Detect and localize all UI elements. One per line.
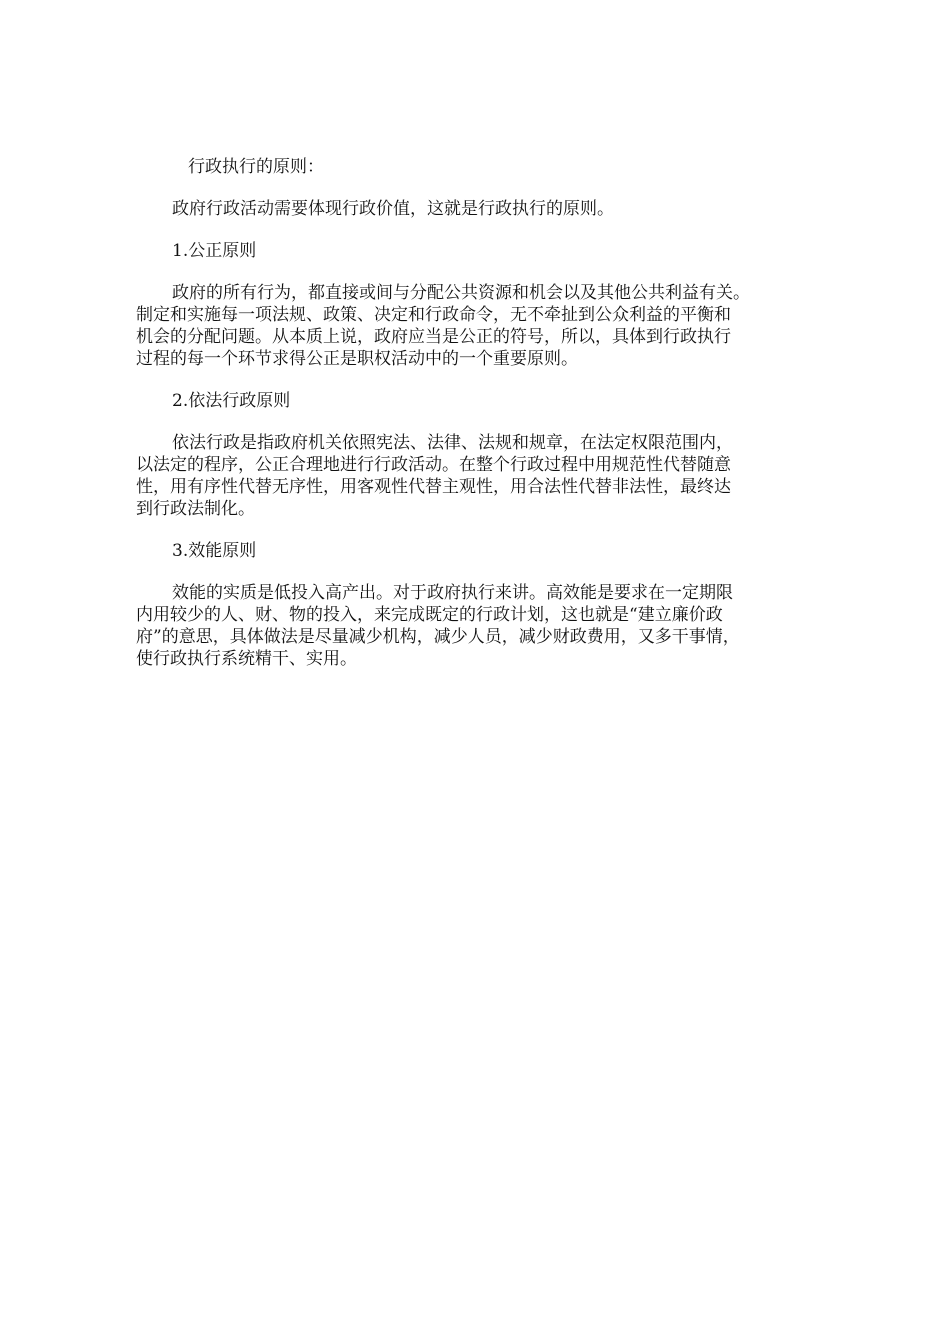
document-body [136,150,836,670]
paragraph-line: 府”的意思，具体做法是尽量减少机构，减少人员，减少财政费用，又多干事情， [136,627,740,647]
paragraph-line: 以法定的程序，公正合理地进行行政活动。在整个行政过程中用规范性代替随意 [136,455,731,475]
paragraph-line: 到行政法制化。 [136,499,255,519]
paragraph-line: 政府的所有行为，都直接或间与分配公共资源和机会以及其他公共利益有关。 [172,283,750,303]
document-title: 行政执行的原则： [188,157,324,177]
paragraph-line: 机会的分配问题。从本质上说，政府应当是公正的符号，所以，具体到行政执行 [136,327,731,347]
paragraph-line: 过程的每一个环节求得公正是职权活动中的一个重要原则。 [136,349,578,369]
paragraph-line: 使行政执行系统精干、实用。 [136,649,357,669]
paragraph-line: 依法行政是指政府机关依照宪法、法律、法规和规章，在法定权限范围内， [172,433,733,453]
paragraph-line: 内用较少的人、财、物的投入，来完成既定的行政计划，这也就是“建立廉价政 [136,605,723,625]
section-heading-2: 2.依法行政原则 [172,391,291,411]
section-paragraph-3 [136,582,836,670]
paragraph-line: 效能的实质是低投入高产出。对于政府执行来讲。高效能是要求在一定期限 [172,583,733,603]
paragraph-line: 性，用有序性代替无序性，用客观性代替主观性，用合法性代替非法性，最终达 [136,477,731,497]
paragraph-line: 制定和实施每一项法规、政策、决定和行政命令，无不牵扯到公众利益的平衡和 [136,305,731,325]
section-heading-1: 1.公正原则 [172,241,257,261]
intro-paragraph: 政府行政活动需要体现行政价值，这就是行政执行的原则。 [172,199,614,219]
section-heading-3: 3.效能原则 [172,541,257,561]
section-paragraph-2 [136,432,836,520]
section-paragraph-1 [136,282,836,370]
